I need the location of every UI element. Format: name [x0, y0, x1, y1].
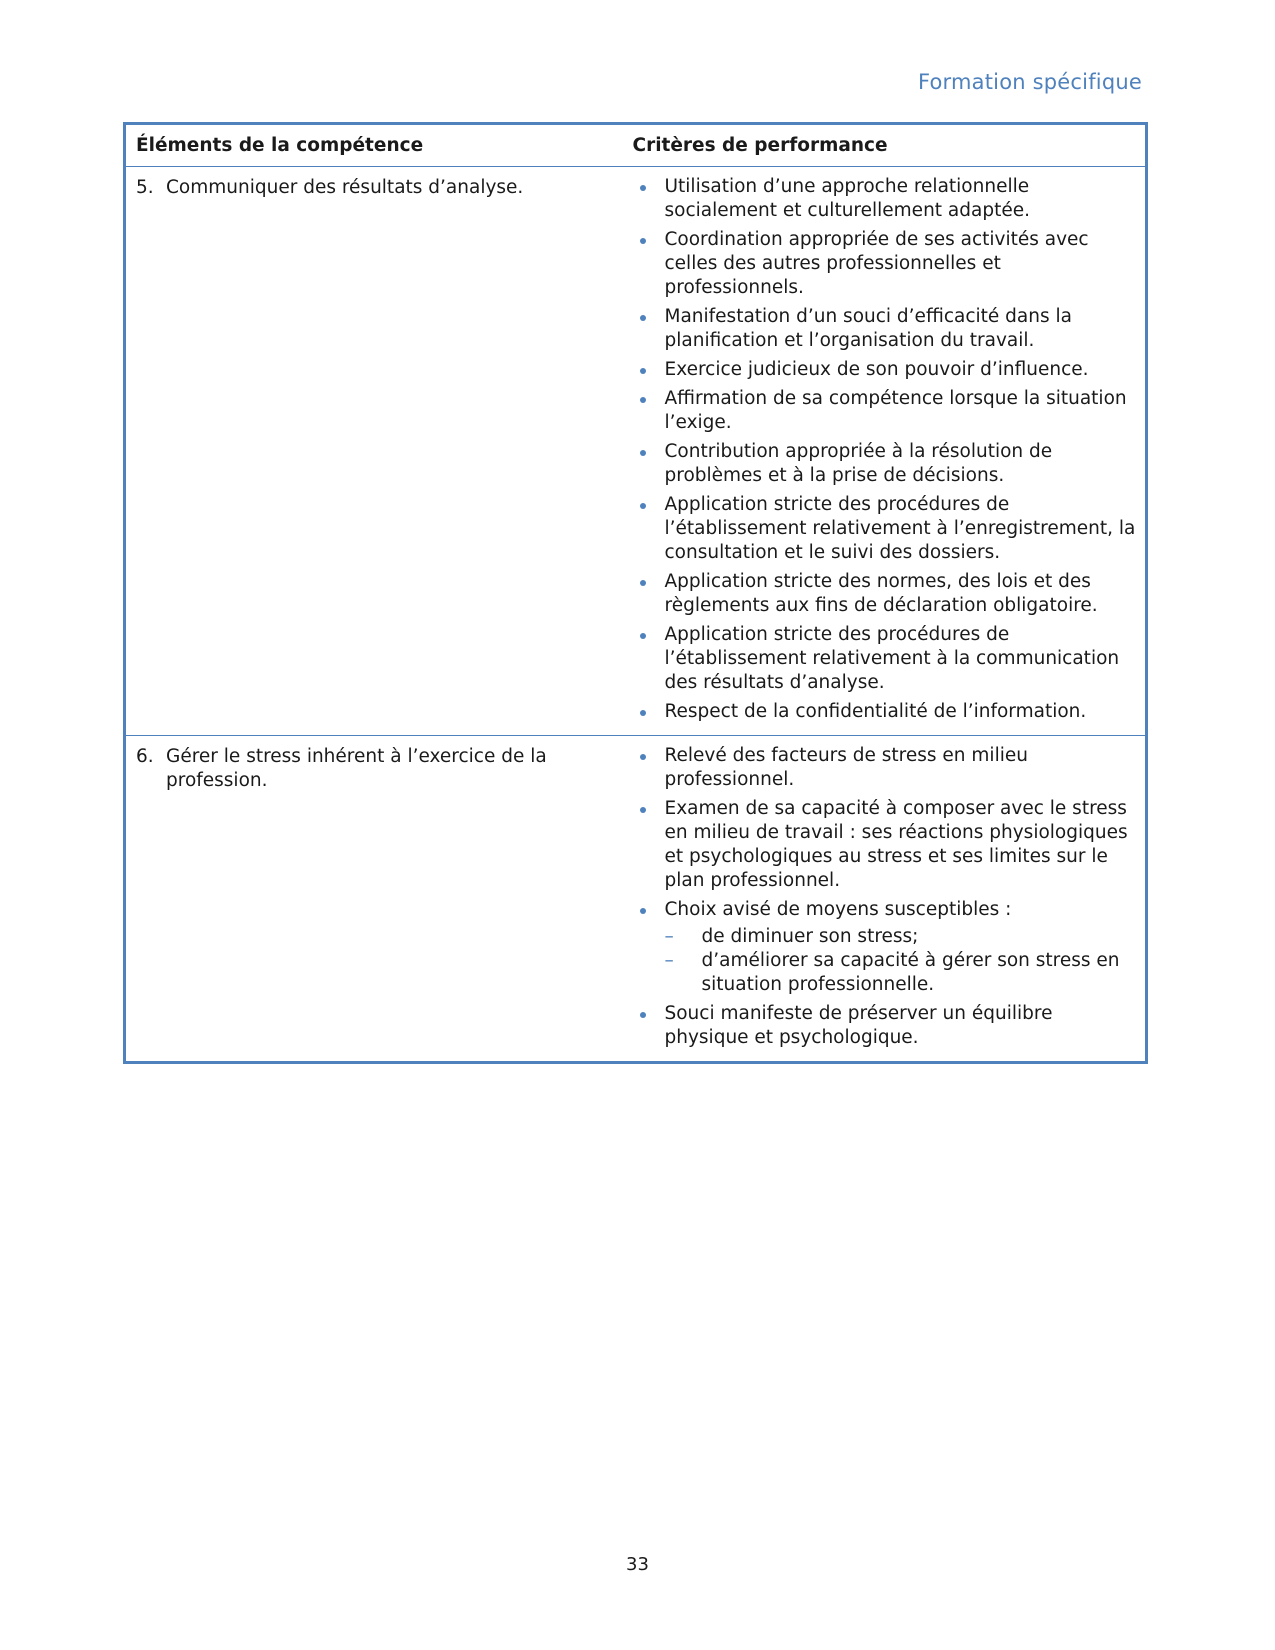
element-cell [125, 167, 623, 736]
sub-criteria-list [665, 925, 1138, 997]
sub-criterion-item: – d’améliorer sa capacité à gérer son stress en situation professionnelle. [665, 949, 1138, 997]
sub-criterion-item: – de diminuer son stress; [665, 925, 1138, 949]
criterion-item: Examen de sa capacité à composer avec le stress en milieu de travail : ses réactions physiologiques et psychologiques au stress et ses limites sur le plan professionnel. [635, 797, 1138, 893]
criterion-text: Choix avisé de moyens susceptibles : [664, 899, 1012, 920]
criterion-item: Relevé des facteurs de stress en milieu professionnel. [635, 744, 1138, 792]
criterion-item: Contribution appropriée à la résolution de problèmes et à la prise de décisions. [635, 440, 1138, 488]
table-header-row [125, 124, 1147, 167]
page-header-title: Formation spécifique [917, 70, 1142, 94]
criterion-item: Souci manifeste de préserver un équilibre physique et psychologique. [635, 1002, 1138, 1050]
criterion-item: Exercice judicieux de son pouvoir d’influence. [635, 358, 1138, 382]
criterion-item: Application stricte des normes, des lois et des règlements aux fins de déclaration obligatoire. [635, 570, 1138, 618]
element-number: 5. [136, 177, 154, 198]
column-header-elements: Éléments de la compétence [125, 124, 623, 167]
criterion-item: Application stricte des procédures de l’établissement relativement à la communication des résultats d’analyse. [635, 623, 1138, 695]
criterion-item: Affirmation de sa compétence lorsque la situation l’exige. [635, 387, 1138, 435]
competence-element [136, 176, 613, 200]
criteria-cell [623, 736, 1147, 1063]
element-cell [125, 736, 623, 1063]
criteria-list [635, 175, 1138, 724]
competence-table [123, 122, 1148, 1064]
criterion-item: Coordination appropriée de ses activités avec celles des autres professionnelles et professionnels. [635, 228, 1138, 300]
table-row [125, 736, 1147, 1063]
criterion-item: Respect de la confidentialité de l’information. [635, 700, 1138, 724]
element-text: Gérer le stress inhérent à l’exercice de la profession. [166, 746, 547, 791]
criterion-item: Utilisation d’une approche relationnelle socialement et culturellement adaptée. [635, 175, 1138, 223]
table-row [125, 167, 1147, 736]
criterion-item: Application stricte des procédures de l’établissement relativement à l’enregistrement, la consultation et le suivi des dossiers. [635, 493, 1138, 565]
criteria-cell [623, 167, 1147, 736]
column-header-criteria: Critères de performance [623, 124, 1147, 167]
element-number: 6. [136, 746, 154, 767]
criteria-list [635, 744, 1138, 1050]
page-number: 33 [626, 1554, 649, 1575]
competence-element [136, 745, 613, 793]
criterion-item: Manifestation d’un souci d’efficacité dans la planification et l’organisation du travail. [635, 305, 1138, 353]
criterion-item [635, 898, 1138, 997]
element-text: Communiquer des résultats d’analyse. [166, 177, 524, 198]
